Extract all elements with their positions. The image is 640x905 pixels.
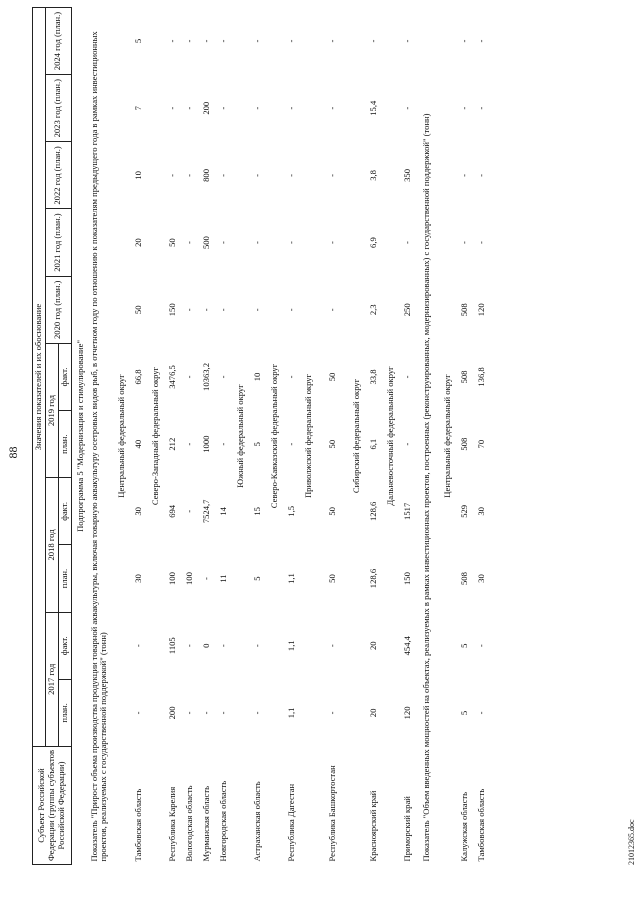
value-cell: 120 (475, 303, 486, 317)
value-cell: 150 (166, 303, 177, 317)
value-cell: - (475, 241, 486, 245)
value-cell: 15 (251, 507, 262, 516)
table-row (365, 7, 382, 864)
value-cell: 508 (458, 572, 469, 585)
table-row (181, 7, 198, 864)
value-cell: - (166, 39, 177, 43)
value-cell: - (475, 39, 486, 43)
value-cell: 100 (166, 572, 177, 585)
value-cell: - (200, 308, 211, 312)
value-cell: - (251, 173, 262, 177)
value-cell: 120 (401, 706, 412, 720)
value-cell: 20 (367, 641, 378, 651)
value-cell: - (217, 173, 228, 177)
value-cell: 150 (401, 572, 412, 585)
value-cell: - (217, 241, 228, 245)
year-2018-header: 2018 год (45, 478, 58, 612)
region-name: Новгородская область (217, 780, 228, 862)
value-cell: - (200, 577, 211, 580)
value-cell: 212 (166, 437, 177, 451)
value-cell: - (285, 39, 296, 43)
value-cell: - (401, 39, 412, 43)
value-cell: 454,4 (401, 636, 412, 656)
region-name: Республика Башкортостан (326, 765, 337, 862)
year-2019-header: 2019 год (45, 343, 58, 477)
value-cell: - (183, 106, 194, 110)
value-cell: - (285, 442, 296, 446)
value-cell: 1,5 (285, 505, 296, 517)
value-cell: - (326, 106, 337, 110)
value-cell: 0 (200, 643, 211, 648)
value-cell: 15,4 (367, 100, 378, 116)
year-2021-header: 2021 год (план.) (45, 209, 71, 276)
value-cell: - (326, 644, 337, 648)
fact-header: факт. (58, 343, 71, 410)
value-cell: - (217, 106, 228, 110)
value-cell: 1,1 (285, 573, 296, 584)
district-heading: Северо-Западный федеральный округ (149, 366, 160, 506)
value-cell: - (200, 711, 211, 715)
value-cell: 694 (166, 504, 177, 518)
region-name: Республика Дагестан (285, 783, 296, 862)
value-cell: - (285, 241, 296, 245)
value-cell: - (475, 644, 486, 648)
value-cell: - (401, 106, 412, 110)
region-name: Мурманская область (200, 785, 211, 862)
district-heading: Центральный федеральный округ (441, 374, 452, 498)
value-cell: - (251, 308, 262, 312)
fact-header: факт. (58, 612, 71, 679)
region-name: Приморский край (401, 796, 412, 862)
value-cell: - (183, 711, 194, 715)
table-row (164, 7, 181, 864)
district-heading: Сибирский федеральный округ (350, 378, 361, 494)
fact-header: факт. (58, 478, 71, 545)
value-cell: - (475, 711, 486, 715)
value-cell: 30 (475, 574, 486, 583)
value-cell: 5 (251, 442, 262, 447)
value-cell: - (183, 173, 194, 177)
page-number: 88 (6, 446, 20, 459)
value-cell: - (132, 711, 143, 715)
value-cell: - (458, 173, 469, 177)
value-cell: 20 (132, 238, 143, 247)
table-row (249, 7, 266, 864)
value-cell: - (367, 39, 378, 43)
value-cell: - (200, 39, 211, 43)
value-cell: - (251, 711, 262, 715)
value-cell: 250 (401, 303, 412, 317)
value-cell: - (326, 308, 337, 312)
value-cell: - (183, 375, 194, 379)
value-cell: 1,1 (285, 640, 296, 652)
value-cell: 200 (166, 706, 177, 720)
value-cell: - (251, 39, 262, 43)
value-cell: 50 (326, 507, 337, 516)
value-cell: - (217, 39, 228, 43)
value-cell: - (285, 375, 296, 379)
subject-header: Субъект Российской Федерации (группы субъектов Российской Федерации) (33, 747, 72, 865)
region-name: Республика Карелия (166, 786, 177, 862)
value-cell: 1000 (200, 435, 211, 453)
table-row (399, 7, 416, 864)
value-cell: 508 (458, 303, 469, 317)
year-2022-header: 2022 год (план.) (45, 142, 71, 209)
value-cell: 2,3 (367, 304, 378, 316)
plan-header: план. (58, 679, 71, 746)
district-heading: Северо-Кавказский федеральный округ (268, 363, 279, 509)
value-cell: 7 (132, 106, 143, 111)
value-cell: 6,1 (367, 438, 378, 450)
year-2023-header: 2023 год (план.) (45, 75, 71, 142)
value-cell: - (401, 375, 412, 379)
value-cell: 100 (183, 572, 194, 585)
value-cell: 500 (200, 236, 211, 250)
value-cell: 50 (326, 574, 337, 583)
value-cell: 5 (458, 710, 469, 716)
value-cell: - (401, 241, 412, 245)
value-cell: - (326, 241, 337, 245)
value-cell: - (285, 106, 296, 110)
value-cell: 200 (200, 101, 211, 115)
value-cell: - (326, 711, 337, 715)
value-cell: - (166, 106, 177, 110)
plan-header: план. (58, 545, 71, 612)
value-cell: - (326, 173, 337, 177)
region-name: Тамбовская область (132, 788, 143, 862)
value-cell: 5 (251, 576, 262, 581)
district-heading: Дальневосточный федеральный округ (384, 366, 395, 506)
table-row (456, 7, 473, 864)
region-name: Калужская область (458, 791, 469, 862)
value-cell: 40 (132, 439, 143, 449)
value-cell: 14 (217, 507, 228, 516)
value-cell: - (401, 442, 412, 446)
value-cell: - (458, 39, 469, 43)
value-cell: 50 (166, 238, 177, 247)
district-heading: Приволжский федеральный округ (302, 373, 313, 499)
table-row (317, 7, 348, 864)
value-cell: - (183, 308, 194, 312)
year-2017-header: 2017 год (45, 612, 58, 746)
district-heading: Центральный федеральный округ (115, 374, 126, 498)
year-2020-header: 2020 год (план.) (45, 276, 71, 343)
value-cell: - (183, 509, 194, 513)
value-cell: - (458, 241, 469, 245)
value-cell: - (251, 644, 262, 648)
indicators-table (32, 7, 490, 865)
value-cell: 10 (251, 372, 262, 382)
value-cell: - (217, 308, 228, 312)
value-cell: 20 (367, 708, 378, 718)
value-cell: 136,8 (475, 367, 486, 387)
value-cell: 5 (132, 38, 143, 44)
value-cell: 508 (458, 370, 469, 384)
value-cell: - (183, 644, 194, 648)
value-cell: - (166, 173, 177, 177)
value-cell: 70 (475, 439, 486, 449)
value-cell: - (132, 644, 143, 648)
value-cell: 3476,5 (166, 365, 177, 389)
table-row (283, 7, 300, 864)
value-cell: 10 (132, 171, 143, 180)
values-header: Значения показателей и их обоснование (33, 7, 46, 746)
value-cell: 5 (458, 643, 469, 648)
value-cell: - (183, 442, 194, 446)
district-heading: Южный федеральный округ (234, 384, 245, 488)
value-cell: - (217, 442, 228, 446)
value-cell: 1,1 (285, 707, 296, 719)
value-cell: 11 (217, 574, 228, 583)
value-cell: 66,8 (132, 369, 143, 385)
value-cell: - (217, 375, 228, 379)
value-cell: 50 (326, 439, 337, 449)
value-cell: 128,6 (367, 501, 378, 522)
value-cell: 50 (132, 305, 143, 315)
value-cell: - (475, 173, 486, 177)
value-cell: - (475, 106, 486, 110)
region-name: Тамбовская область (475, 788, 486, 862)
table-row (215, 7, 232, 864)
value-cell: 30 (132, 507, 143, 516)
value-cell: - (285, 173, 296, 177)
year-2024-header: 2024 год (план.) (45, 7, 71, 74)
value-cell: - (217, 711, 228, 715)
value-cell: 30 (132, 574, 143, 583)
value-cell: - (183, 241, 194, 245)
value-cell: 7524,7 (200, 499, 211, 524)
value-cell: - (326, 39, 337, 43)
value-cell: 3,8 (367, 170, 378, 181)
plan-header: план. (58, 411, 71, 478)
region-name: Красноярский край (367, 790, 378, 862)
value-cell: 1517 (401, 502, 412, 520)
value-cell: 6,9 (367, 237, 378, 248)
region-name: Астраханская область (251, 781, 262, 862)
value-cell: 33,8 (367, 369, 378, 385)
table-row (130, 7, 147, 864)
value-cell: 128,6 (367, 568, 378, 589)
value-cell: 10363,2 (200, 363, 211, 391)
value-cell: 30 (475, 507, 486, 516)
subprogram-title: Подпрограмма 5 "Модернизация и стимулирование" (74, 340, 85, 532)
value-cell: 50 (326, 372, 337, 382)
value-cell: - (183, 39, 194, 43)
value-cell: - (251, 241, 262, 245)
table-row (473, 7, 490, 864)
value-cell: - (217, 644, 228, 648)
value-cell: 1105 (166, 637, 177, 655)
value-cell: - (251, 106, 262, 110)
document-reference: 21012365.doc (627, 819, 636, 865)
value-cell: - (458, 106, 469, 110)
value-cell: 508 (458, 437, 469, 451)
indicator-text: Показатель "Прирост объема производства продукции товарной аквакультуры, включая товарную аквакультуру осетровых видов рыб, в отчетном году по отношению к показателям предыдущего года в рамках инвестиционных проектов, реализуемых с государственной поддержкой" (тонн) (88, 31, 109, 862)
value-cell: 350 (401, 168, 412, 182)
value-cell: 800 (200, 168, 211, 182)
region-name: Вологодская область (183, 785, 194, 862)
indicator-text: Показатель "Объем введенных мощностей на объектах, реализуемых в рамках инвестиционных проектов, построенных (реконструированных, модернизированных) с государственной поддержкой" (тонн) (420, 113, 431, 862)
table-row (198, 7, 215, 864)
value-cell: - (285, 308, 296, 312)
value-cell: 529 (458, 504, 469, 518)
